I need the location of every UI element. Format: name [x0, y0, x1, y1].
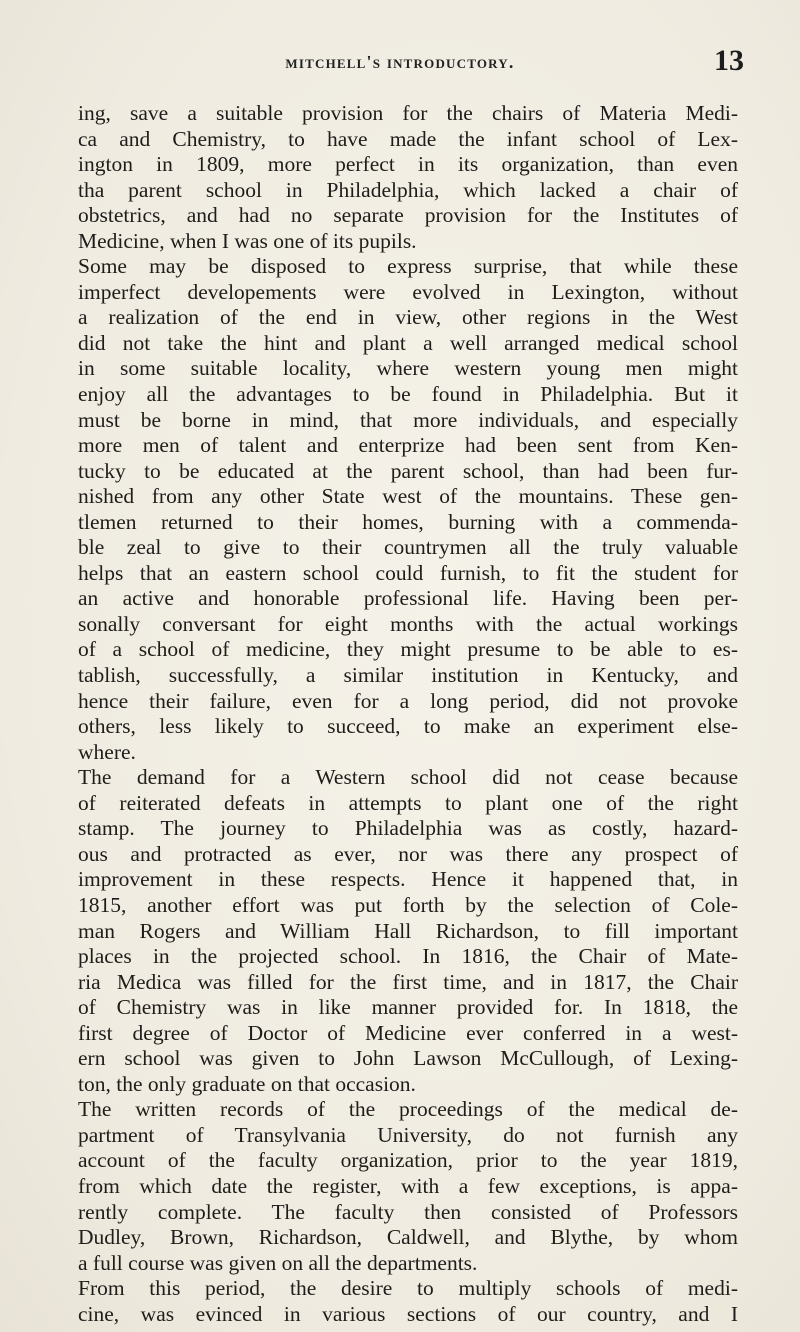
text-line: sonally conversant for eight months with the actual workings [78, 611, 738, 636]
text-line: imperfect developements were evolved in Lexington, without [78, 279, 738, 304]
text-line: man Rogers and William Hall Richardson, to fill important [78, 918, 738, 943]
text-line: of a school of medicine, they might presume to be able to es- [78, 637, 738, 662]
paragraph-5 [78, 1276, 738, 1327]
text-line: From this period, the desire to multiply schools of medi- [78, 1276, 738, 1301]
paragraph-4 [78, 1097, 738, 1276]
text-line: ern school was given to John Lawson McCullough, of Lexing- [78, 1046, 738, 1071]
text-line: from which date the register, with a few exceptions, is appa- [78, 1173, 738, 1198]
text-line: ria Medica was filled for the first time, and in 1817, the Chair [78, 969, 738, 994]
text-line: ing, save a suitable provision for the chairs of Materia Medi- [78, 101, 738, 125]
text-line: nished from any other State west of the mountains. These gen- [78, 484, 738, 509]
text-line: a realization of the end in view, other regions in the West [78, 305, 738, 330]
text-line: cine, was evinced in various sections of our country, and I [78, 1301, 738, 1326]
text-line: partment of Transylvania University, do not furnish any [78, 1122, 738, 1147]
text-line: account of the faculty organization, prior to the year 1819, [78, 1148, 738, 1173]
text-line: where. [78, 739, 136, 764]
paragraph-3 [78, 765, 738, 1097]
text-line: Dudley, Brown, Richardson, Caldwell, and Blythe, by whom [78, 1225, 738, 1250]
text-line: tha parent school in Philadelphia, which lacked a chair of [78, 177, 738, 202]
text-line: a full course was given on all the departments. [78, 1250, 478, 1275]
text-line: an active and honorable professional life. Having been per- [78, 586, 738, 611]
text-line: in some suitable locality, where western young men might [78, 356, 738, 381]
text-line: tablish, successfully, a similar institution in Kentucky, and [78, 663, 738, 688]
text-line: Some may be disposed to express surprise, that while these [78, 254, 738, 279]
text-line: The written records of the proceedings of the medical de- [78, 1097, 738, 1122]
text-line: first degree of Doctor of Medicine ever conferred in a west- [78, 1020, 738, 1045]
text-line: others, less likely to succeed, to make an experiment else- [78, 714, 738, 739]
text-line: 1815, another effort was put forth by the selection of Cole- [78, 892, 738, 917]
text-line: must be borne in mind, that more individuals, and especially [78, 407, 738, 432]
text-line: of reiterated defeats in attempts to plant one of the right [78, 790, 738, 815]
text-line: tlemen returned to their homes, burning with a commenda- [78, 509, 738, 534]
text-line: hence their failure, even for a long period, did not provoke [78, 688, 738, 713]
text-line: ca and Chemistry, to have made the infant school of Lex- [78, 126, 738, 151]
text-line: The demand for a Western school did not cease because [78, 765, 738, 790]
text-line: ton, the only graduate on that occasion. [78, 1071, 416, 1096]
text-line: obstetrics, and had no separate provision for the Institutes of [78, 203, 738, 228]
text-line: tucky to be educated at the parent school, than had been fur- [78, 458, 738, 483]
text-line: stamp. The journey to Philadelphia was as costly, hazard- [78, 816, 738, 841]
text-line: improvement in these respects. Hence it happened that, in [78, 867, 738, 892]
paragraph-2 [78, 254, 738, 765]
text-line: of Chemistry was in like manner provided for. In 1818, the [78, 995, 738, 1020]
paragraph-1 [78, 101, 738, 254]
text-line: enjoy all the advantages to be found in Philadelphia. But it [78, 382, 738, 407]
text-line: more men of talent and enterprize had been sent from Ken- [78, 433, 738, 458]
text-line: ous and protracted as ever, nor was there any prospect of [78, 841, 738, 866]
text-line: places in the projected school. In 1816, the Chair of Mate- [78, 944, 738, 969]
text-line: ington in 1809, more perfect in its organization, than even [78, 152, 738, 177]
text-line: did not take the hint and plant a well arranged medical school [78, 330, 738, 355]
text-line: ble zeal to give to their countrymen all the truly valuable [78, 535, 738, 560]
body-text [78, 101, 738, 1327]
running-head [60, 44, 744, 80]
text-line: helps that an eastern school could furnish, to fit the student for [78, 560, 738, 585]
text-line: Medicine, when I was one of its pupils. [78, 228, 417, 253]
page-number: 13 [714, 44, 744, 77]
text-line: rently complete. The faculty then consisted of Professors [78, 1199, 738, 1224]
running-title: mitchell's introductory. [285, 52, 515, 72]
